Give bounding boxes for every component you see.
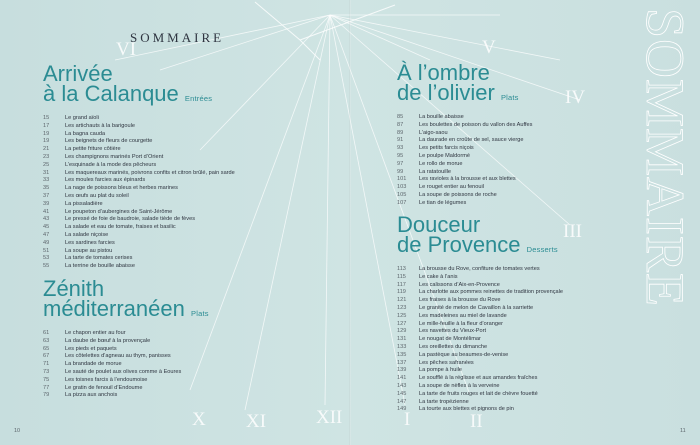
recipe-page-number: 63 [43, 337, 50, 344]
recipe-name: Les ravioles à la brousse et aux blettes [419, 176, 516, 183]
recipe-name: Le soufflé à la réglisse et aux amandes fraîches [419, 375, 538, 382]
recipe-name: Les navettes du Vieux-Port [419, 328, 487, 335]
recipe-item [43, 224, 235, 232]
recipe-name: L’aigo-saou [419, 129, 448, 136]
section-heading [43, 61, 235, 109]
recipe-item [397, 200, 532, 208]
roman-numeral: X [192, 409, 206, 430]
recipe-name: La bagna cauda [65, 130, 106, 137]
section-heading [397, 60, 532, 108]
recipe-name: La salade et eau de tomate, fraises et basilic [65, 224, 176, 231]
recipe-page-number: 145 [397, 390, 407, 397]
recipe-page-number: 25 [43, 161, 50, 168]
section-subtitle: Plats [191, 309, 209, 318]
recipe-item [43, 392, 209, 400]
recipe-page-number: 93 [397, 145, 404, 152]
recipe-page-number: 87 [397, 121, 404, 128]
recipe-page-number: 75 [43, 376, 50, 383]
recipe-name: La brandade de morue [65, 361, 122, 368]
roman-numeral: IV [565, 87, 586, 108]
recipe-name: Les fraises à la brousse du Rove [419, 297, 501, 304]
recipe-name: Le rouget entier au fenouil [419, 184, 484, 191]
recipe-item [43, 170, 235, 178]
recipe-page-number: 21 [43, 146, 50, 153]
recipe-name: Le cake à l’anis [419, 273, 458, 280]
recipe-name: Les artichauts à la barigoule [65, 122, 135, 129]
recipe-page-number: 133 [397, 343, 407, 350]
recipe-page-number: 103 [397, 184, 407, 191]
recipe-page-number: 19 [43, 130, 50, 137]
section-olivier [397, 60, 533, 208]
recipe-name: La pompe à huile [419, 367, 462, 374]
recipe-name: Les pieds et paquets [65, 345, 117, 352]
recipe-page-number: 23 [43, 153, 50, 160]
recipe-page-number: 33 [43, 177, 50, 184]
recipe-page-number: 147 [397, 398, 407, 405]
recipe-page-number: 35 [43, 185, 50, 192]
recipe-item [43, 146, 235, 154]
recipe-item [397, 169, 532, 177]
recipe-name: Les œufs au plat du soleil [65, 192, 129, 199]
recipe-name: Le grand aïoli [65, 115, 99, 121]
recipe-list [43, 330, 209, 400]
recipe-name: La soupe de poissons de roche [419, 191, 497, 198]
recipe-name: La pissaladière [65, 200, 103, 207]
recipe-item [397, 391, 563, 399]
recipe-item [43, 377, 209, 385]
recipe-page-number: 141 [397, 375, 407, 382]
recipe-page-number: 143 [397, 382, 407, 389]
recipe-name: Le mille-feuille à la fleur d’oranger [419, 320, 503, 327]
recipe-name: La daube de bœuf à la provençale [65, 337, 151, 344]
recipe-item [397, 192, 532, 200]
recipe-item [43, 131, 235, 139]
recipe-item [397, 289, 563, 297]
recipe-item [43, 353, 209, 361]
recipe-page-number: 37 [43, 192, 50, 199]
recipe-name: La tourte aux blettes et pignons de pin [419, 406, 514, 413]
recipe-page-number: 17 [43, 122, 50, 129]
recipe-item [397, 406, 563, 414]
recipe-item [43, 248, 235, 256]
recipe-item [397, 360, 563, 368]
recipe-page-number: 47 [43, 231, 50, 238]
recipe-item [397, 344, 563, 352]
recipe-page-number: 73 [43, 368, 50, 375]
recipe-name: Le granité de melon de Cavaillon à la sarriette [419, 304, 534, 311]
recipe-item [43, 177, 235, 185]
section-desserts [397, 212, 563, 414]
recipe-page-number: 79 [43, 392, 50, 399]
recipe-page-number: 121 [397, 297, 407, 304]
recipe-item [43, 361, 209, 369]
recipe-page-number: 65 [43, 345, 50, 352]
recipe-item [397, 161, 532, 169]
recipe-name: La tarte de tomates cerises [65, 255, 133, 262]
recipe-page-number: 49 [43, 239, 50, 246]
section-subtitle: Desserts [526, 245, 558, 254]
recipe-item [397, 137, 532, 145]
recipe-item [43, 123, 235, 131]
recipe-name: La ratatouille [419, 168, 452, 175]
recipe-list [43, 115, 235, 271]
recipe-page-number: 137 [397, 359, 407, 366]
recipe-page-number: 117 [397, 281, 406, 288]
roman-numeral: XII [316, 407, 343, 428]
section-heading [397, 212, 563, 260]
section-title-line: de Provence [397, 232, 521, 257]
page-number-left: 10 [14, 428, 21, 434]
vertical-title-text: SOMMAIRE [635, 8, 695, 308]
section-title-line: à la Calanque [43, 81, 179, 106]
recipe-item [43, 385, 209, 393]
recipe-name: Les petits farcis niçois [419, 145, 474, 152]
recipe-name: Les champignons marinés Port d’Orient [65, 153, 164, 160]
recipe-page-number: 105 [397, 191, 407, 198]
section-title-line: À l’ombre [397, 60, 490, 85]
recipe-name: Les maquereaux marinés, poivrons confits et citron brûlé, pain sarde [65, 169, 235, 176]
recipe-item [397, 383, 563, 391]
recipe-page-number: 51 [43, 247, 50, 254]
recipe-name: Le rollo de morue [419, 160, 463, 167]
recipe-page-number: 43 [43, 216, 50, 223]
recipe-item [43, 193, 235, 201]
recipe-page-number: 119 [397, 289, 406, 296]
recipe-name: Le tian de légumes [419, 199, 467, 206]
recipe-item [397, 274, 563, 282]
recipe-name: Les côtelettes d’agneau au thym, panisses [65, 353, 171, 360]
recipe-page-number: 85 [397, 114, 404, 120]
recipe-page-number: 95 [397, 152, 404, 159]
recipe-page-number: 31 [43, 169, 50, 176]
recipe-page-number: 61 [43, 330, 50, 336]
recipe-item [43, 201, 235, 209]
recipe-page-number: 89 [397, 129, 404, 136]
recipe-item [43, 263, 235, 271]
recipe-item [397, 336, 563, 344]
recipe-name: Le poupeton d’aubergines de Saint-Jérôme [65, 208, 173, 215]
recipe-item [43, 346, 209, 354]
recipe-page-number: 127 [397, 320, 407, 327]
section-subtitle: Entrées [184, 94, 213, 103]
recipe-name: La pastèque au beaumes-de-venise [419, 351, 509, 358]
recipe-page-number: 91 [397, 137, 404, 144]
roman-numeral: V [482, 37, 496, 58]
recipe-item [43, 369, 209, 377]
recipe-name: La petite friture côtière [65, 146, 121, 153]
recipe-item [397, 321, 563, 329]
recipe-item [43, 240, 235, 248]
recipe-page-number: 71 [43, 361, 50, 368]
recipe-name: Les madeleines au miel de lavande [419, 312, 507, 319]
recipe-page-number: 123 [397, 304, 407, 311]
recipe-name: Les sardines farcies [65, 239, 115, 246]
roman-numeral: I [404, 409, 411, 430]
recipe-name: La brousse du Rove, confiture de tomates vertes [419, 266, 540, 272]
recipe-page-number: 15 [43, 115, 50, 121]
recipe-item [43, 209, 235, 217]
recipe-page-number: 149 [397, 406, 407, 413]
recipe-item [397, 375, 563, 383]
recipe-name: Le chapon entier au four [65, 330, 126, 336]
recipe-item [397, 145, 532, 153]
recipe-page-number: 129 [397, 328, 407, 335]
recipe-name: Le nougat de Montélimar [419, 336, 481, 343]
recipe-item [397, 153, 532, 161]
recipe-item [43, 115, 235, 123]
recipe-item [43, 255, 235, 263]
recipe-name: L’esquinade à la mode des pêcheurs [65, 161, 157, 168]
recipe-name: Les boulettes de poisson du vallon des Auffes [419, 121, 533, 128]
page-number-right: 11 [680, 428, 686, 434]
recipe-name: La tarte de fruits rouges et lait de chèvre fouetté [419, 390, 538, 397]
recipe-item [397, 122, 532, 130]
recipe-name: La nage de poissons bleus et herbes marines [65, 185, 178, 192]
recipe-item [43, 232, 235, 240]
recipe-page-number: 131 [397, 336, 407, 343]
recipe-name: La bouille abaisse [419, 114, 464, 120]
recipe-name: La charlotte aux pommes reinettes de tradition provençale [419, 289, 563, 296]
recipe-item [397, 282, 563, 290]
recipe-item [397, 130, 532, 138]
page-title: SOMMAIRE [130, 30, 225, 45]
recipe-page-number: 125 [397, 312, 407, 319]
vertical-title [635, 8, 695, 438]
recipe-page-number: 113 [397, 266, 406, 272]
roman-numeral: XI [246, 411, 267, 432]
recipe-item [43, 338, 209, 346]
recipe-page-number: 53 [43, 255, 50, 262]
recipe-page-number: 97 [397, 160, 404, 167]
recipe-page-number: 19 [43, 138, 50, 145]
recipe-page-number: 77 [43, 384, 50, 391]
section-title-line: de l’olivier [397, 80, 495, 105]
recipe-name: La tarte tropézienne [419, 398, 469, 405]
recipe-item [43, 154, 235, 162]
recipe-item [397, 305, 563, 313]
recipe-page-number: 45 [43, 224, 50, 231]
recipe-page-number: 101 [397, 176, 407, 183]
section-title-line: Zénith [43, 276, 105, 301]
recipe-item [397, 176, 532, 184]
recipe-page-number: 107 [397, 199, 407, 206]
section-title-line: Douceur [397, 212, 481, 237]
recipe-name: Les moules farcies aux épinards [65, 177, 146, 184]
recipe-page-number: 139 [397, 367, 407, 374]
roman-numeral: II [470, 411, 483, 432]
recipe-list [397, 114, 532, 208]
recipe-list [397, 266, 563, 414]
recipe-item [397, 352, 563, 360]
recipe-page-number: 67 [43, 353, 50, 360]
recipe-page-number: 99 [397, 168, 404, 175]
recipe-name: Les calissons d’Aix-en-Provence [419, 281, 500, 288]
recipe-page-number: 135 [397, 351, 407, 358]
roman-numeral: VI [116, 39, 137, 60]
recipe-page-number: 115 [397, 273, 406, 280]
recipe-item [43, 330, 209, 338]
recipe-item [397, 328, 563, 336]
section-subtitle: Plats [500, 93, 519, 102]
recipe-item [397, 114, 532, 122]
recipe-item [397, 367, 563, 375]
recipe-name: La salade niçoise [65, 231, 109, 238]
recipe-name: Les beignets de fleurs de courgette [65, 138, 153, 145]
recipe-name: La terrine de bouille abaisse [65, 263, 135, 270]
recipe-item [397, 297, 563, 305]
section-heading [43, 276, 209, 324]
recipe-name: Le sauté de poulet aux olives comme à Eoures [65, 368, 182, 375]
recipe-name: La pizza aux anchois [65, 392, 118, 399]
recipe-page-number: 41 [43, 208, 50, 215]
recipe-name: Les toisnes farcis à l’endoumoise [65, 376, 148, 383]
recipe-item [43, 185, 235, 193]
sundial-gnomon [255, 2, 395, 60]
recipe-item [397, 184, 532, 192]
recipe-name: Le poulpe Maldormé [419, 152, 470, 159]
recipe-name: Les pêches safranées [419, 359, 474, 366]
recipe-name: Le pressé de foie de baudroie, salade tiède de fèves [65, 216, 195, 223]
recipe-name: Les oreillettes du dimanche [419, 343, 488, 350]
recipe-name: Le gratin de fenouil d’Endoume [65, 384, 143, 391]
recipe-item [43, 216, 235, 224]
recipe-name: La soupe de nèfles à la verveine [419, 382, 500, 389]
roman-numeral: III [563, 221, 582, 242]
recipe-name: La soupe au pistou [65, 247, 113, 254]
recipe-item [397, 266, 563, 274]
section-title-line: Arrivée [43, 61, 113, 86]
section-zenith [43, 276, 209, 400]
recipe-name: La daurade en croûte de sel, sauce vierge [419, 137, 524, 144]
recipe-item [397, 399, 563, 407]
section-entrees [43, 61, 235, 271]
recipe-item [43, 138, 235, 146]
recipe-item [43, 162, 235, 170]
recipe-page-number: 39 [43, 200, 50, 207]
recipe-page-number: 55 [43, 263, 50, 270]
section-title-line: méditerranéen [43, 296, 185, 321]
recipe-item [397, 313, 563, 321]
page-fold [349, 0, 351, 445]
